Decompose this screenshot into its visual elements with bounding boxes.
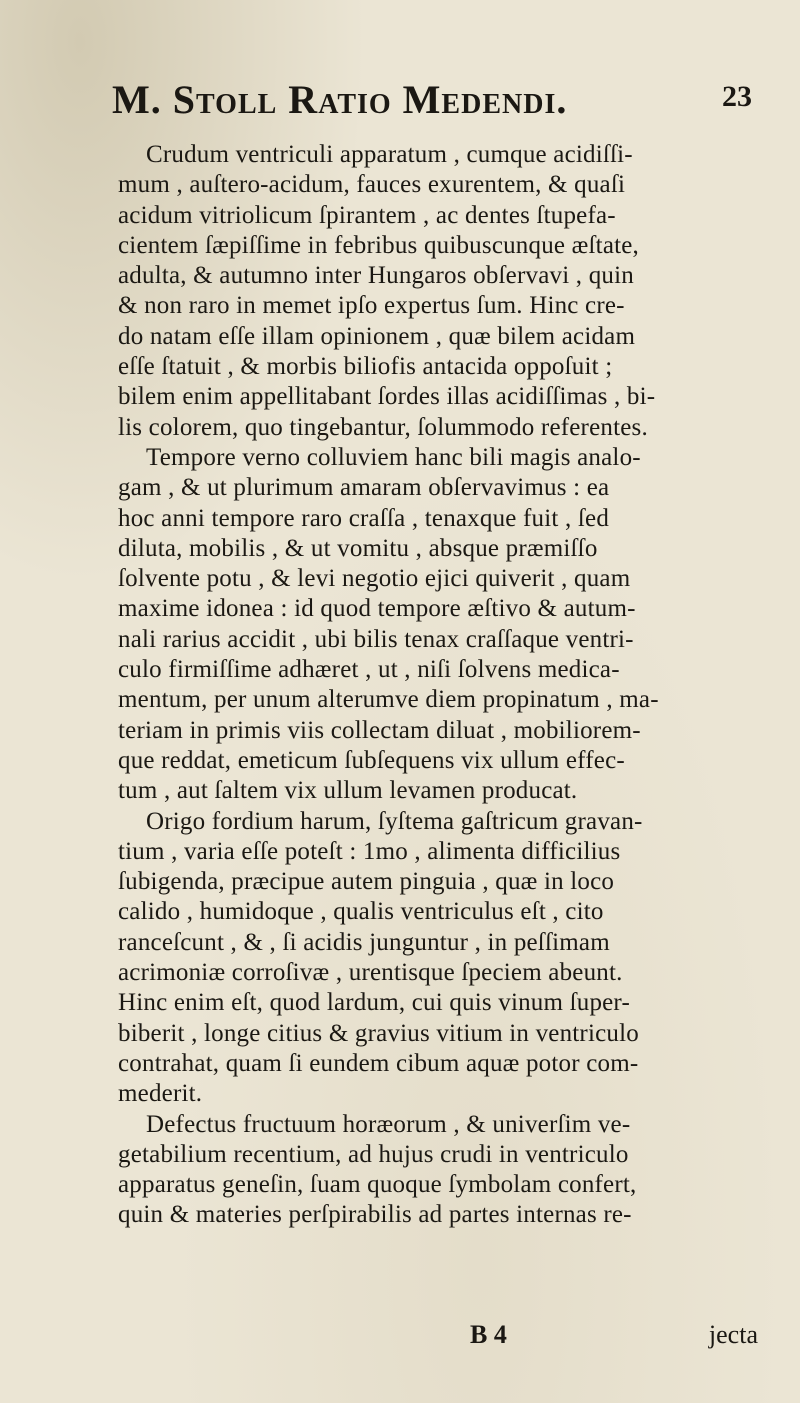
text-line: calido , humidoque , qualis ventriculus eſt , cito	[118, 898, 604, 926]
text-line: contrahat, quam ſi eundem cibum aquæ potor com-	[118, 1049, 639, 1077]
text-line: quin & materies perſpirabilis ad partes internas re-	[118, 1201, 632, 1229]
text-line: bilem enim appellitabant ſordes illas acidiſſimas , bi-	[118, 383, 656, 411]
text-line: Hinc enim eſt, quod lardum, cui quis vinum ſuper-	[118, 989, 630, 1017]
text-line: que reddat, emeticum ſubſequens vix ullum effec-	[118, 746, 625, 774]
text-line: biberit , longe citius & gravius vitium in ventriculo	[118, 1019, 639, 1047]
catchword: jecta	[708, 1320, 758, 1349]
text-line: gam , & ut plurimum amaram obſervavimus : ea	[118, 474, 610, 502]
text-line: apparatus geneſin, ſuam quoque ſymbolam confert,	[118, 1171, 637, 1199]
text-line: Crudum ventriculi apparatum , cumque acidiſſi-	[146, 141, 633, 168]
text-line: teriam in primis viis collectam diluat , mobiliorem-	[118, 716, 641, 744]
text-line: tium , varia eſſe poteſt : 1mo , alimenta difficilius	[118, 837, 621, 865]
text-line: eſſe ſtatuit , & morbis biliofis antacida oppoſuit ;	[118, 353, 613, 381]
text-line: Origo fordium harum, ſyſtema gaſtricum gravan-	[146, 807, 643, 835]
text-line: ſubigenda, præcipue autem pinguia , quæ in loco	[118, 868, 615, 896]
page-header	[112, 76, 752, 126]
text-line: mentum, per unum alterumve diem propinatum , ma-	[118, 686, 659, 714]
text-line: acidum vitriolicum ſpirantem , ac dentes ſtupefa-	[118, 201, 616, 229]
text-line: hoc anni tempore raro craſſa , tenaxque fuit , ſed	[118, 504, 610, 532]
signature-mark: B 4	[470, 1320, 507, 1349]
text-line: adulta, & autumno inter Hungaros obſervavi , quin	[118, 262, 634, 290]
text-line: Tempore verno colluviem hanc bili magis analo-	[146, 443, 641, 471]
text-line: nali rarius accidit , ubi bilis tenax craſſaque ventri-	[118, 625, 634, 653]
text-line: ſolvente potu , & levi negotio ejici quiverit , quam	[118, 565, 631, 593]
text-line: lis colorem, quo tingebantur, ſolummodo referentes.	[118, 413, 648, 441]
text-line: do natam eſſe illam opinionem , quæ bilem acidam	[118, 322, 636, 350]
text-line: tum , aut ſaltem vix ullum levamen producat.	[118, 777, 578, 805]
text-line: mederit.	[118, 1080, 203, 1108]
text-line: cientem ſæpiſſime in febribus quibuscunque æſtate,	[118, 231, 640, 259]
page-footer	[118, 1320, 758, 1354]
running-head: M. Stoll Ratio Medendi.	[112, 77, 568, 122]
text-line: ranceſcunt , & , ſi acidis junguntur , in peſſimam	[118, 928, 610, 956]
text-line: mum , auſtero-acidum, fauces exurentem, & quaſi	[118, 171, 626, 199]
body-text	[118, 140, 758, 1231]
text-line: getabilium recentium, ad hujus crudi in ventriculo	[118, 1140, 629, 1168]
text-line: acrimoniæ corroſivæ , urentisque ſpeciem abeunt.	[118, 959, 623, 987]
text-line: maxime idonea : id quod tempore æſtivo & autum-	[118, 595, 636, 623]
text-line: culo firmiſſime adhæret , ut , niſi ſolvens medica-	[118, 656, 620, 684]
text-line: Defectus fructuum horæorum , & univerſim ve-	[146, 1110, 631, 1138]
text-line: & non raro in memet ipſo expertus ſum. Hinc cre-	[118, 292, 625, 320]
text-line: diluta, mobilis , & ut vomitu , absque præmiſſo	[118, 534, 598, 562]
page-number: 23	[722, 80, 752, 113]
